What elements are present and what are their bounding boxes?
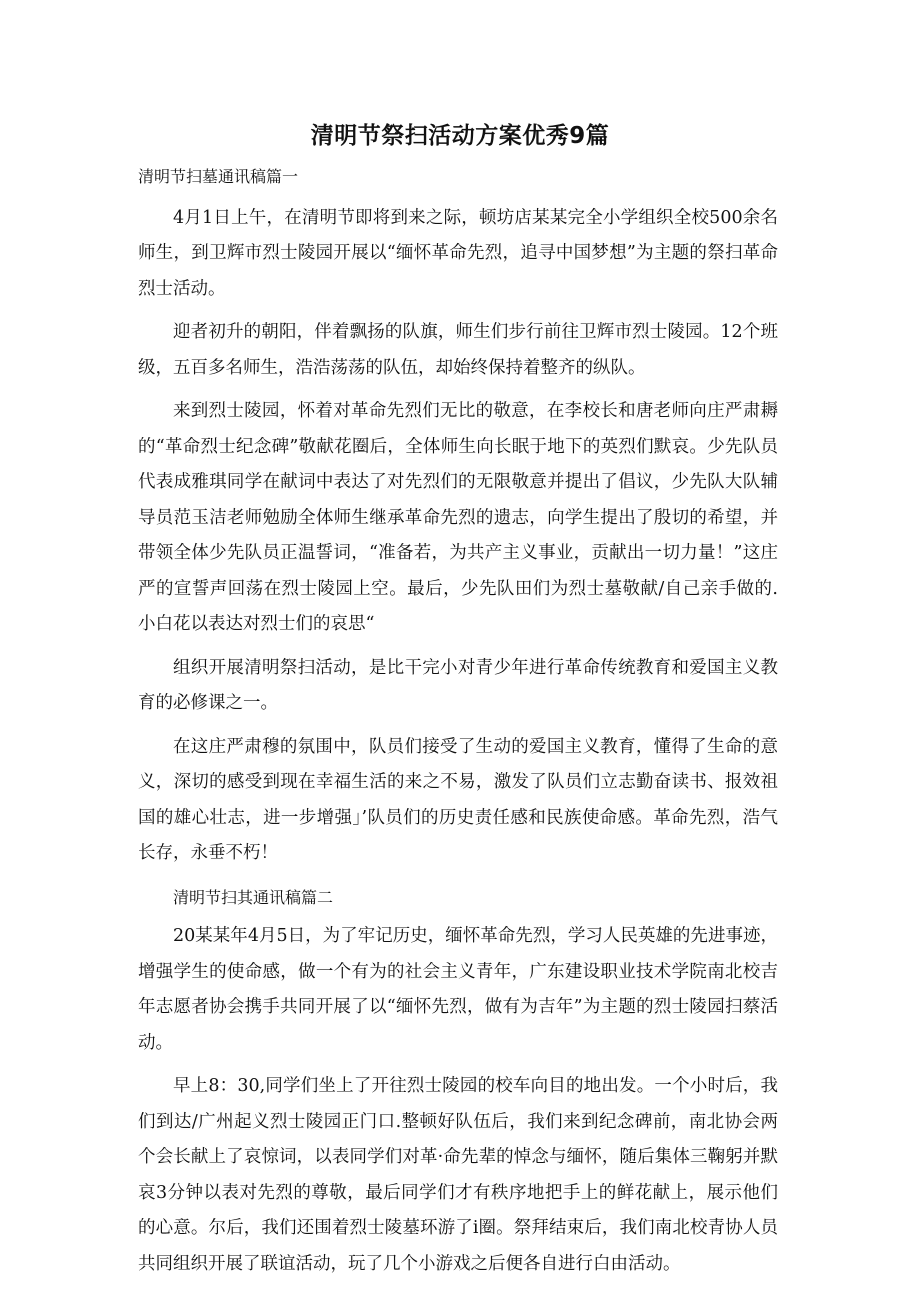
paragraph: 组织开展清明祭扫活动，是比干完小对青少年进行革命传统教育和爱国主义教育的必修课之一。 — [138, 657, 778, 713]
document-title: 清明节祭扫活动方案优秀9篇 — [310, 123, 610, 149]
paragraph: 来到烈士陵园，怀着对革命先烈们无比的敬意，在李校长和唐老师向庄严肃耨的“革命烈士纪念碑”敬献花圈后，全体师生向长眠于地下的英烈们默哀。少先队员代表成雅琪同学在献词中表达了对先烈们的无限敬意并提出了倡议，少先队大队辅导员范玉洁老师勉励全体师生继承革命先烈的遗志，向学生提出了殷切的希望，并带领全体少先队员正温誓词，“准备若，为共产主义事业，贡献出一切力量！”这庄严的宣誓声回荡在烈士陵园上空。最后，少先队田们为烈士墓敬献/自己亲手做的.小白花以表达对烈士们的哀思“ — [138, 401, 778, 634]
paragraph: 20某某年4月5日，为了牢记历史，缅怀革命先烈，学习人民英雄的先进事迹，增强学生的使命感，做一个有为的社会主义青年，广东建设职业技术学院南北校吉年志愿者协会携手共同开展了以“缅怀先烈，做有为吉年”为主题的烈士陵园扫蔡活动。 — [138, 926, 778, 1053]
paragraph: 迎者初升的朝阳，伴着飘扬的队旗，师生们步行前往卫辉市烈士陵园。12个班级，五百多名师生，浩浩荡荡的队伍，却始终保持着整齐的纵队。 — [138, 322, 778, 378]
paragraph: 早上8：30,同学们坐上了开往烈士陵园的校车向目的地出发。一个小时后，我们到达/广州起义烈士陵园正门口.整顿好队伍后，我们来到纪念碑前，南北协会两个会长献上了哀惊词，以表同学们对革·命先辈的悼念与缅怀，随后集体三鞠躬并默哀3分钟以表对先烈的尊敬，最后同学们才有秩序地把手上的鲜花献上，展示他们的心意。尔后，我们还围着烈士陵墓环游了i圈。祭拜结束后，我们南北校青协人员共同组织开展了联谊活动，玩了几个小游戏之后便各自进行白由活动。 — [138, 1076, 778, 1274]
paragraph: 在这庄严肃穆的氛围中，队员们接受了生动的爱国主义教育，懂得了生命的意义，深切的感受到现在幸福生活的来之不易，激发了队员们立志勤奋读书、报效祖国的雄心壮志，进一步增强」’队员们的历史责任感和民族使命感。革命先烈，浩气长存，永垂不朽！ — [138, 736, 778, 863]
document-body — [138, 159, 778, 1290]
section-heading: 清明节扫其通讯稿篇二 — [173, 887, 334, 907]
section-heading: 清明节扫墓通讯稿篇一 — [138, 167, 299, 186]
paragraph: 4月1日上午，在清明节即将到来之际，顿坊店某某完全小学组织全校500余名师生，到卫辉市烈士陵园开展以“缅怀革命先烈，追寻中国梦想”为主题的祭扫革命烈士活动。 — [138, 207, 778, 299]
